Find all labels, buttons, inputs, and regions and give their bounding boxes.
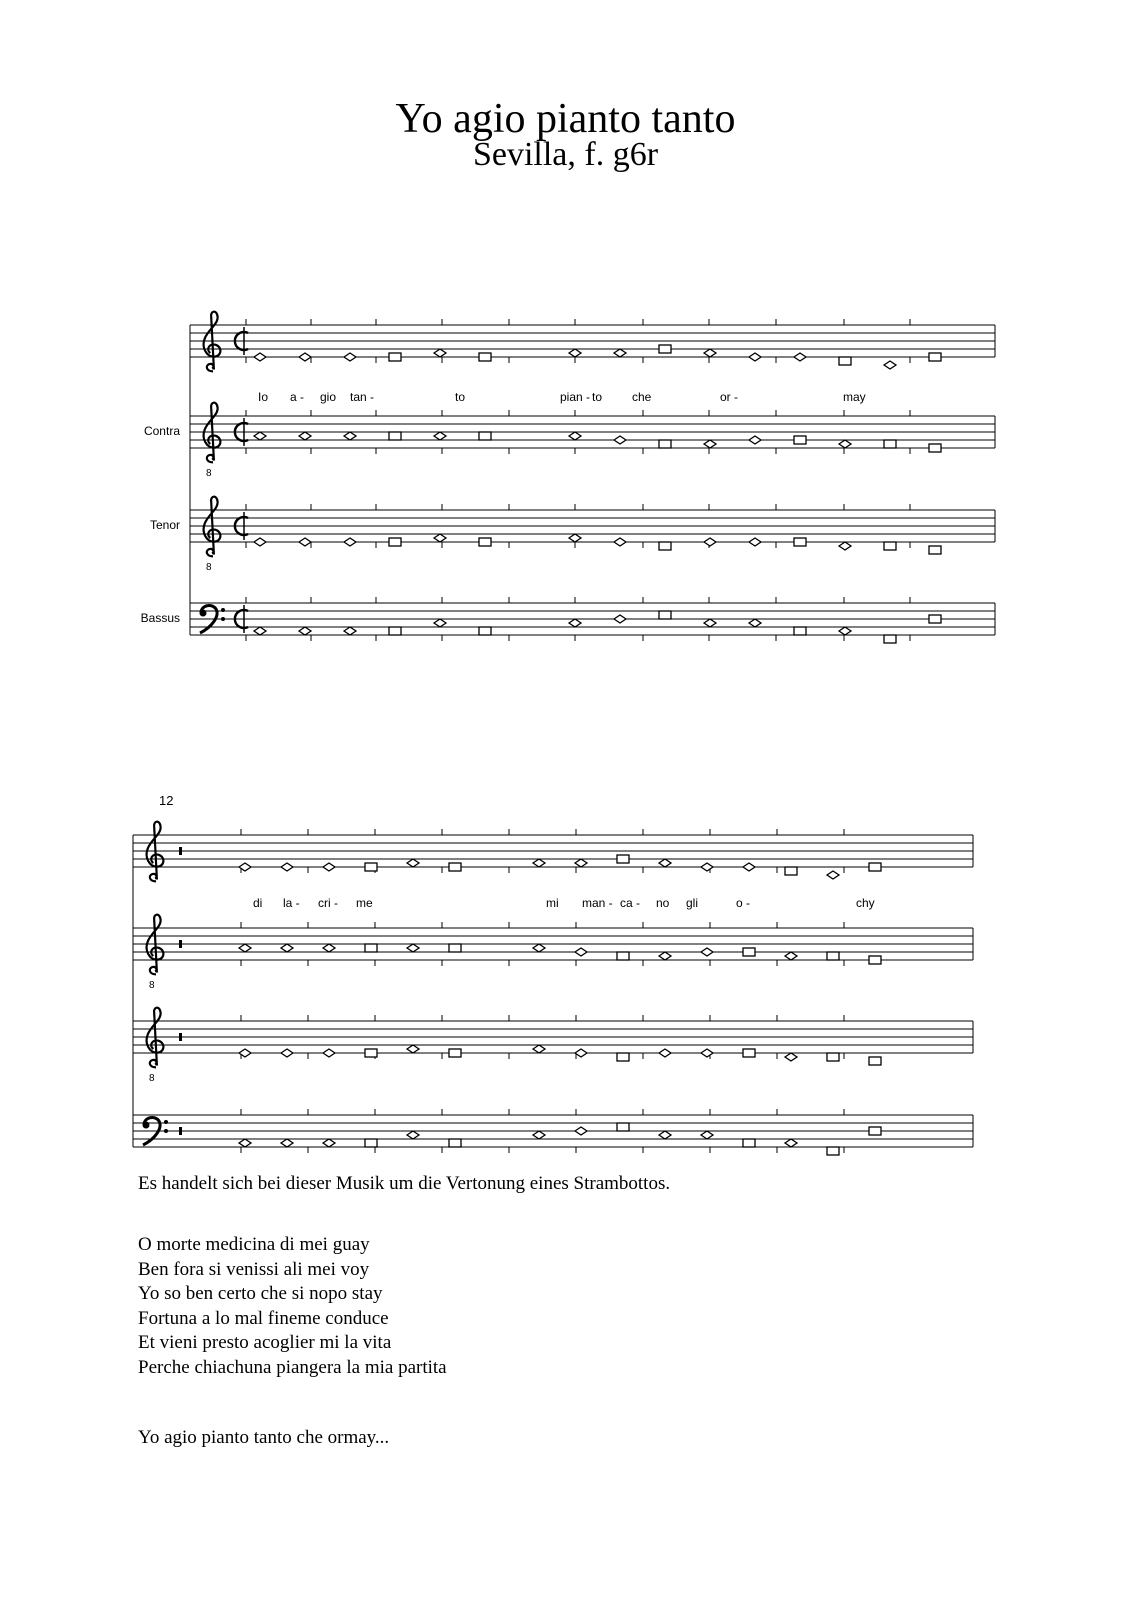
breve-note — [743, 948, 755, 956]
lyric-syllable: o - — [736, 896, 751, 910]
semibreve-note — [659, 952, 671, 960]
breve-note — [659, 440, 671, 448]
semibreve-note — [569, 349, 581, 357]
semibreve-note — [281, 944, 293, 952]
music-system — [190, 312, 995, 643]
semibreve-note — [344, 627, 356, 635]
breve-note — [869, 956, 881, 964]
lyric-syllable: to — [592, 390, 603, 404]
semibreve-note — [839, 440, 851, 448]
breve-note — [659, 345, 671, 353]
semibreve-note — [407, 944, 419, 952]
semibreve-note — [839, 627, 851, 635]
semibreve-note — [785, 1053, 797, 1061]
refrain-text: Yo agio pianto tanto che ormay... — [138, 1427, 390, 1448]
semibreve-note — [434, 432, 446, 440]
staff — [133, 822, 973, 882]
octave-mark: 8 — [149, 980, 155, 991]
lyric-syllable: me — [356, 896, 373, 910]
lyric-syllable: cri - — [318, 896, 338, 910]
rest-icon — [179, 940, 182, 948]
semibreve-note — [533, 944, 545, 952]
breve-note — [449, 1139, 461, 1147]
staff-name: Tenor — [149, 518, 180, 532]
breve-note — [479, 538, 491, 546]
semibreve-note — [299, 432, 311, 440]
breve-note — [884, 635, 896, 643]
poem-line: Et vieni presto acoglier mi la vita — [138, 1332, 392, 1353]
semibreve-note — [569, 534, 581, 542]
semibreve-note — [344, 353, 356, 361]
breve-note — [929, 353, 941, 361]
semibreve-note — [749, 353, 761, 361]
breve-note — [365, 863, 377, 871]
semibreve-note — [704, 349, 716, 357]
piece-title: Yo agio pianto tanto — [395, 96, 736, 142]
breve-note — [389, 538, 401, 546]
semibreve-note — [323, 944, 335, 952]
semibreve-note — [344, 538, 356, 546]
breve-note — [743, 1139, 755, 1147]
breve-note — [449, 863, 461, 871]
breve-note — [659, 542, 671, 550]
staff-name: Contra — [143, 424, 180, 438]
semibreve-note — [749, 619, 761, 627]
semibreve-note — [281, 863, 293, 871]
breve-note — [884, 542, 896, 550]
lyric-syllable: tan - — [350, 390, 375, 404]
semibreve-note — [743, 863, 755, 871]
semibreve-note — [299, 538, 311, 546]
lyric-syllable: a - — [290, 390, 305, 404]
breve-note — [827, 1147, 839, 1155]
lyric-syllable: di — [253, 896, 263, 910]
staff — [190, 403, 995, 479]
poem-line: Fortuna a lo mal fineme conduce — [138, 1307, 389, 1329]
breve-note — [659, 611, 671, 619]
semibreve-note — [254, 627, 266, 635]
breve-note — [479, 627, 491, 635]
semibreve-note — [614, 615, 626, 623]
semibreve-note — [323, 1049, 335, 1057]
semibreve-note — [575, 948, 587, 956]
semibreve-note — [749, 436, 761, 444]
breve-note — [365, 1139, 377, 1147]
semibreve-note — [704, 538, 716, 546]
semibreve-note — [254, 353, 266, 361]
semibreve-note — [614, 436, 626, 444]
semibreve-note — [575, 1127, 587, 1135]
semibreve-note — [884, 361, 896, 369]
breve-note — [449, 944, 461, 952]
music-system — [133, 793, 973, 1155]
semibreve-note — [254, 538, 266, 546]
semibreve-note — [569, 432, 581, 440]
semibreve-note — [701, 1049, 713, 1057]
semibreve-note — [434, 349, 446, 357]
breve-note — [365, 1049, 377, 1057]
lyric-syllable: man - — [582, 896, 613, 910]
semibreve-note — [794, 353, 806, 361]
lyric-syllable: or - — [720, 390, 738, 404]
breve-note — [365, 944, 377, 952]
lyric-syllable: may — [843, 390, 866, 404]
breve-note — [785, 867, 797, 875]
lyric-syllable: to — [455, 390, 466, 404]
breve-note — [929, 546, 941, 554]
breve-note — [869, 863, 881, 871]
measure-number: 12 — [159, 793, 174, 808]
treble-clef-icon — [204, 403, 221, 463]
breve-note — [929, 444, 941, 452]
lyric-syllable: pian - — [560, 390, 591, 404]
semibreve-note — [344, 432, 356, 440]
semibreve-note — [575, 859, 587, 867]
lyric-syllable: mi — [546, 896, 559, 910]
treble-clef-icon — [147, 915, 164, 975]
semibreve-note — [704, 440, 716, 448]
intro-text: Es handelt sich bei dieser Musik um die Vertonung eines Strambottos. — [138, 1173, 671, 1194]
breve-note — [794, 538, 806, 546]
breve-note — [827, 1053, 839, 1061]
poem-line: Yo so ben certo che si nopo stay — [138, 1283, 383, 1304]
breve-note — [839, 357, 851, 365]
poem-line: O morte medicina di mei guay — [138, 1234, 370, 1255]
treble-clef-icon — [204, 312, 221, 372]
semibreve-note — [407, 1131, 419, 1139]
semibreve-note — [827, 871, 839, 879]
semibreve-note — [614, 538, 626, 546]
semibreve-note — [533, 1045, 545, 1053]
poem-line: Ben fora si venissi ali mei voy — [138, 1258, 370, 1280]
semibreve-note — [323, 863, 335, 871]
semibreve-note — [614, 349, 626, 357]
semibreve-note — [704, 619, 716, 627]
breve-note — [479, 353, 491, 361]
rest-icon — [179, 847, 182, 855]
staff — [190, 597, 995, 643]
lyric-syllable: Io — [258, 390, 269, 404]
piece-subtitle: Sevilla, f. g6r — [472, 136, 659, 173]
semibreve-note — [434, 534, 446, 542]
semibreve-note — [701, 863, 713, 871]
semibreve-note — [239, 944, 251, 952]
semibreve-note — [659, 859, 671, 867]
semibreve-note — [434, 619, 446, 627]
semibreve-note — [569, 619, 581, 627]
semibreve-note — [281, 1139, 293, 1147]
breve-note — [389, 432, 401, 440]
breve-note — [794, 627, 806, 635]
semibreve-note — [239, 1139, 251, 1147]
breve-note — [479, 432, 491, 440]
breve-note — [869, 1057, 881, 1065]
lyric-syllable: chy — [856, 896, 875, 910]
lyric-syllable: la - — [283, 896, 300, 910]
semibreve-note — [659, 1049, 671, 1057]
semibreve-note — [299, 353, 311, 361]
semibreve-note — [575, 1049, 587, 1057]
poem-line: Perche chiachuna piangera la mia partita — [138, 1356, 447, 1378]
semibreve-note — [701, 948, 713, 956]
lyric-syllable: ca - — [620, 896, 641, 910]
semibreve-note — [533, 1131, 545, 1139]
lyric-syllable: gli — [686, 896, 699, 910]
breve-note — [617, 952, 629, 960]
semibreve-note — [785, 1139, 797, 1147]
poem — [138, 1233, 447, 1380]
breve-note — [389, 353, 401, 361]
treble-clef-icon — [147, 822, 164, 882]
semibreve-note — [281, 1049, 293, 1057]
octave-mark: 8 — [149, 1073, 155, 1084]
semibreve-note — [701, 1131, 713, 1139]
breve-note — [794, 436, 806, 444]
treble-clef-icon — [204, 497, 221, 557]
rest-icon — [179, 1033, 182, 1041]
breve-note — [827, 952, 839, 960]
semibreve-note — [533, 859, 545, 867]
semibreve-note — [659, 1131, 671, 1139]
breve-note — [869, 1127, 881, 1135]
semibreve-note — [407, 1045, 419, 1053]
staff — [133, 1109, 973, 1155]
semibreve-note — [749, 538, 761, 546]
octave-mark: 8 — [206, 562, 212, 573]
rest-icon — [179, 1127, 182, 1135]
staff-name: Bassus — [140, 611, 180, 625]
staff — [190, 312, 995, 372]
treble-clef-icon — [147, 1008, 164, 1068]
semibreve-note — [299, 627, 311, 635]
semibreve-note — [254, 432, 266, 440]
semibreve-note — [323, 1139, 335, 1147]
breve-note — [389, 627, 401, 635]
breve-note — [449, 1049, 461, 1057]
staff — [190, 497, 995, 573]
staff — [133, 915, 973, 991]
lyric-syllable: no — [656, 896, 670, 910]
semibreve-note — [839, 542, 851, 550]
staff — [133, 1008, 973, 1084]
octave-mark: 8 — [206, 468, 212, 479]
breve-note — [617, 1123, 629, 1131]
breve-note — [929, 615, 941, 623]
breve-note — [617, 1053, 629, 1061]
breve-note — [617, 855, 629, 863]
lyric-syllable: gio — [320, 390, 337, 404]
semibreve-note — [785, 952, 797, 960]
lyric-syllable: che — [632, 390, 652, 404]
semibreve-note — [407, 859, 419, 867]
breve-note — [884, 440, 896, 448]
breve-note — [743, 1049, 755, 1057]
